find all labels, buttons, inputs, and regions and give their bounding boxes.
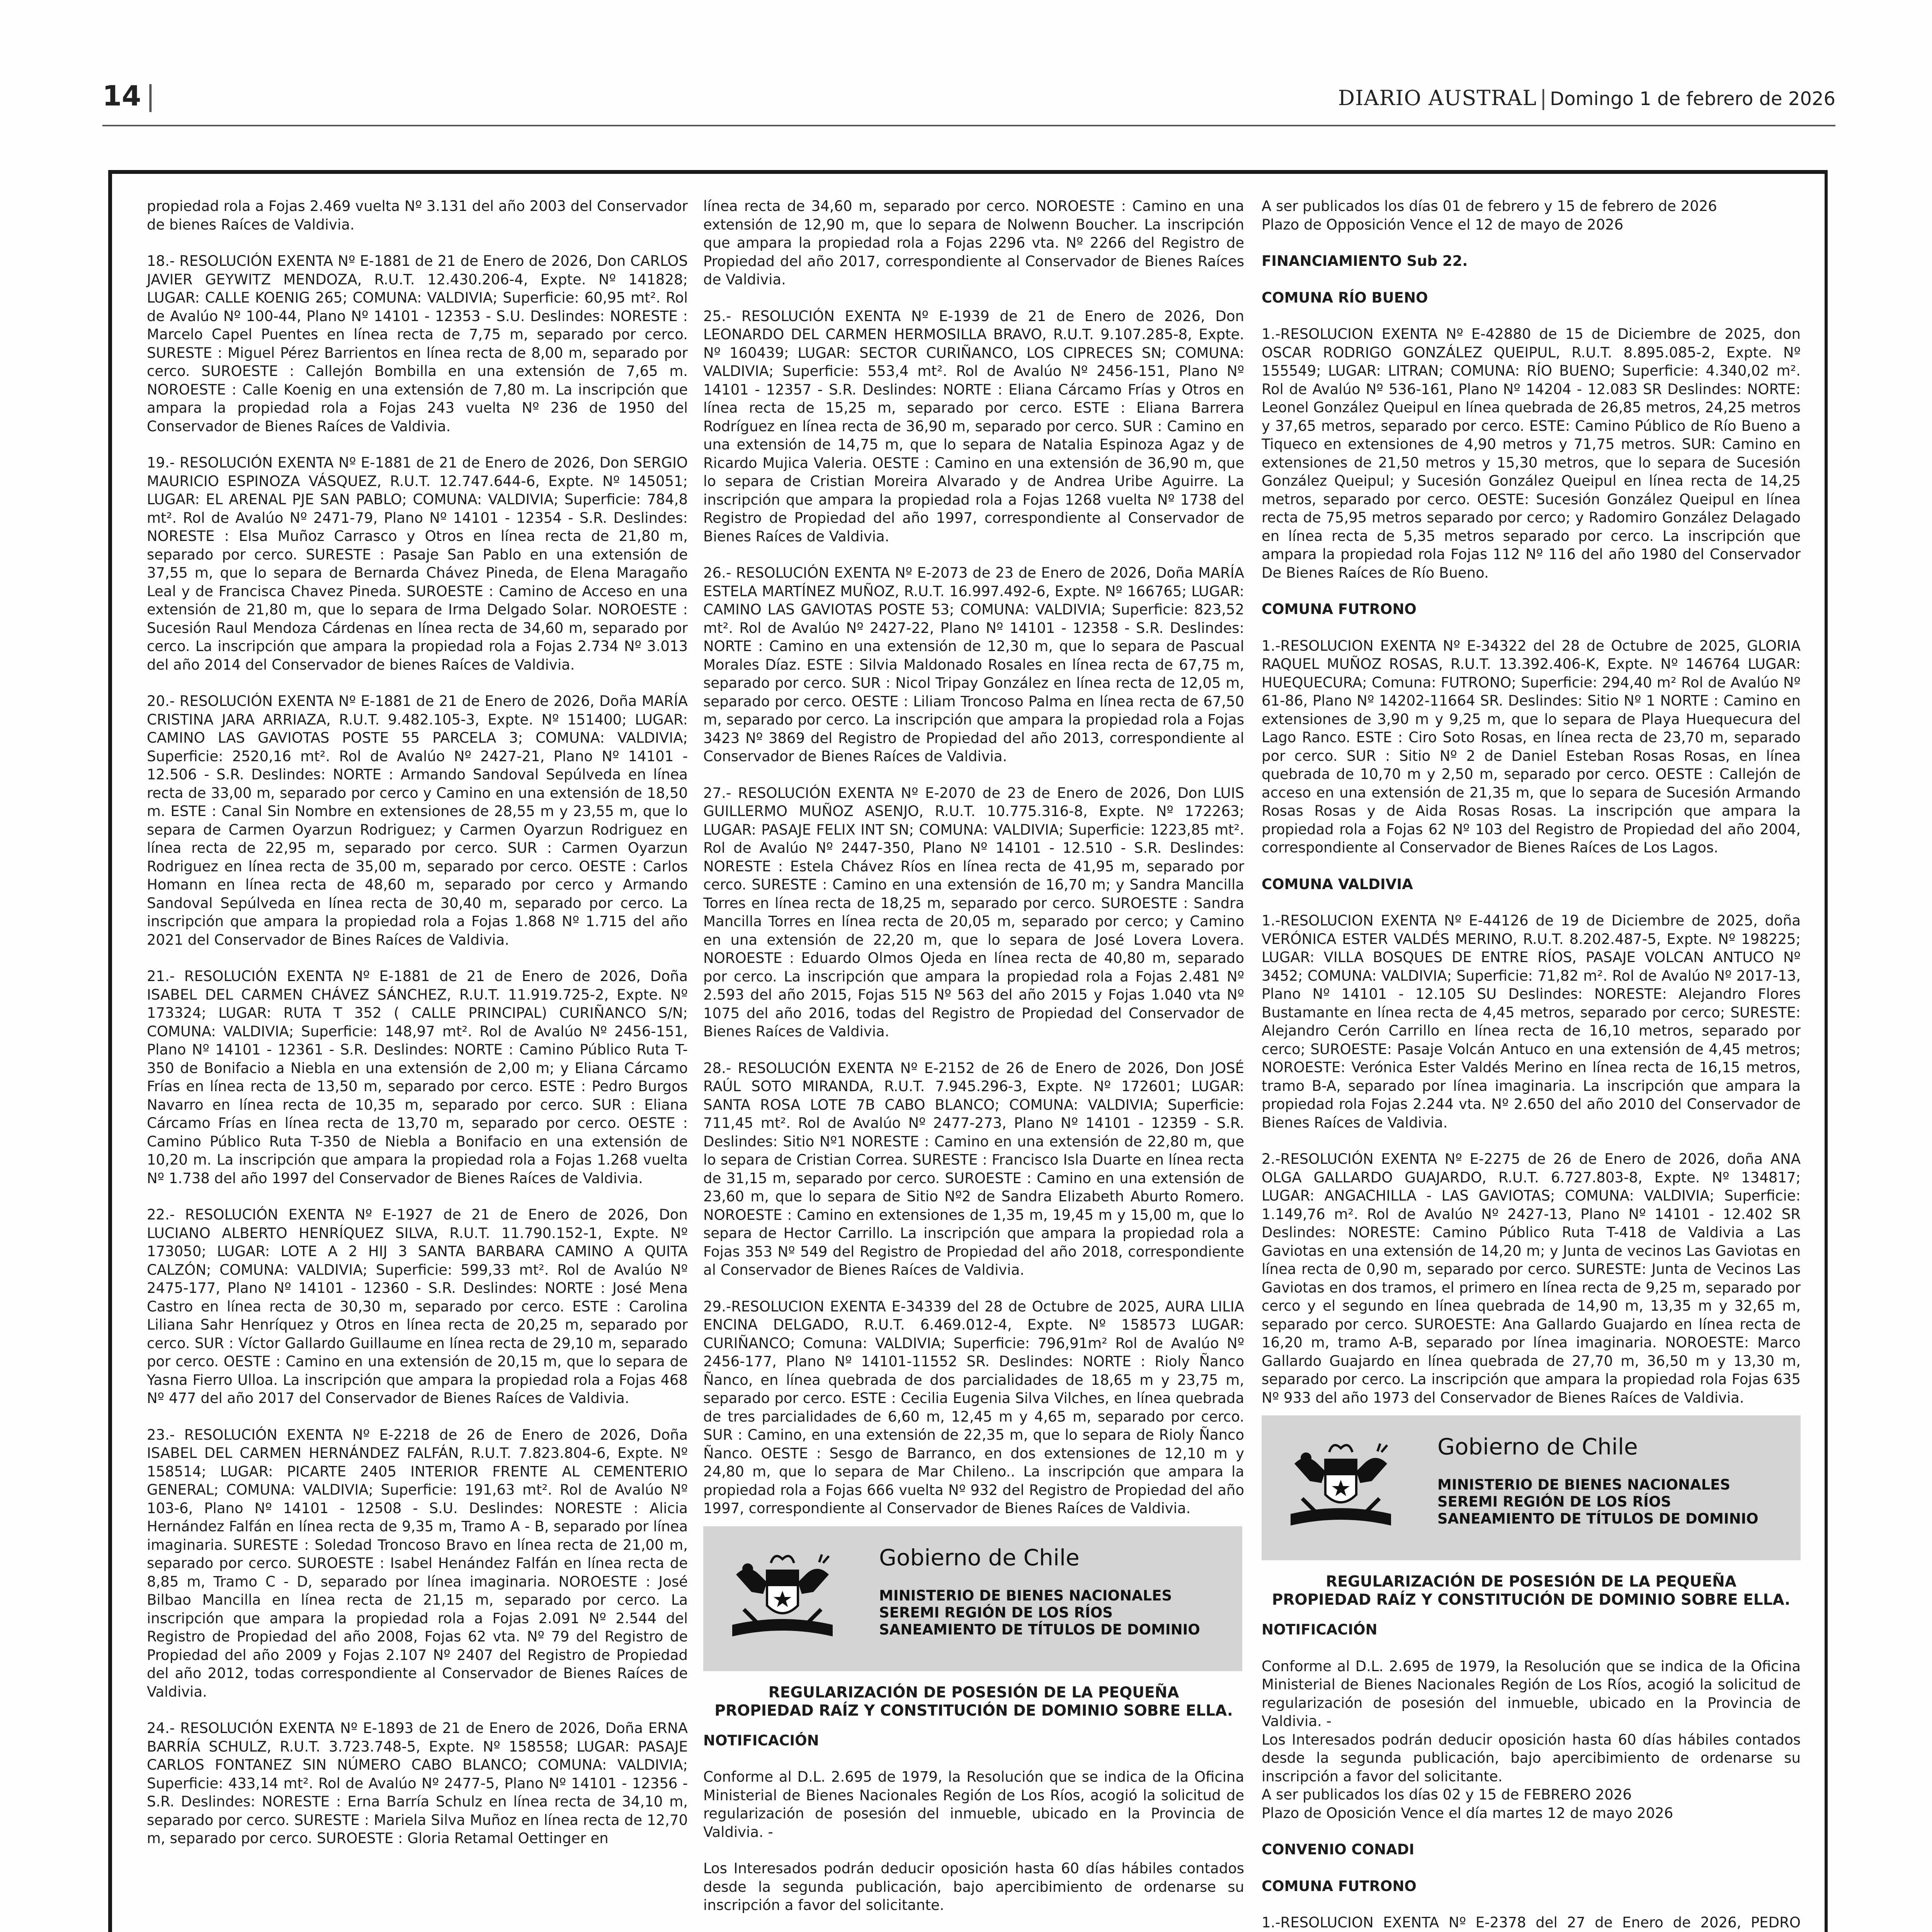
seremi-name: SEREMI REGIÓN DE LOS RÍOS	[1437, 1493, 1671, 1510]
government-banner	[703, 1526, 1242, 1671]
notice-paragraph: 22.- RESOLUCIÓN EXENTA Nº E-1927 de 21 de Enero de 2026, Don LUCIANO ALBERTO HENRÍQUEZ SILVA, R.U.T. 11.790.152-1, Expte. Nº 173050; LUGAR: LOTE A 2 HIJ 3 SANTA BARBARA CAMINO A QUITA CALZÓN; COMUNA: VALDIVIA; Superficie: 599,33 mt². Rol de Avalúo Nº 2475-177, Plano Nº 14101 - 12360 - S.R. Deslindes: NORTE : José Mena Castro en línea recta de 30,30 m, separado por cerco. ESTE : Carolina Liliana Sahr Henríquez y Otros en línea recta de 20,25 m, separado por cerco. SUR : Víctor Gallardo Guillaume en línea recta de 29,10 m, separado por cerco. OESTE : Camino en una extensión de 20,15 m, que lo separa de Yasna Fierro Ulloa. La inscripción que ampara la propiedad rola a Fojas 468 Nº 477 del año 2017 del Conservador de Bienes Raíces de Valdivia.	[147, 1206, 688, 1406]
comuna-heading: COMUNA FUTRONO	[1262, 601, 1417, 617]
ministry-name: MINISTERIO DE BIENES NACIONALES	[879, 1587, 1172, 1604]
notice-paragraph: 20.- RESOLUCIÓN EXENTA Nº E-1881 de 21 de Enero de 2026, Doña MARÍA CRISTINA JARA ARRIAZA, R.U.T. 9.482.105-3, Expte. Nº 151400; LUGAR: CAMINO LAS GAVIOTAS POSTE 55 PARCELA 3; COMUNA: VALDIVIA; Superficie: 2520,16 mt². Rol de Avalúo Nº 2427-21, Plano Nº 14101 - 12.506 - S.R. Deslindes: NORTE : Armando Sandoval Sepúlveda en línea recta de 33,00 m, separado por cerco y Camino en una extensión de 18,50 m. ESTE : Canal Sin Nombre en extensiones de 28,55 m y 23,55 m, que lo separa de Carmen Oyarzun Rodriguez; y Carmen Oyarzun Rodriguez en línea recta de 22,95 m, separado por cerco. SUR : Carmen Oyarzun Rodriguez en línea recta de 35,00 m, separado por cerco. OESTE : Carlos Homann en línea recta de 48,60 m, separado por cerco y Armando Sandoval Sepúlveda en línea recta de 30,40 m, separado por cerco. La inscripción que ampara la propiedad rola a Fojas 1.868 Nº 1.715 del año 2021 del Conservador de Bines Raíces de Valdivia.	[147, 693, 688, 948]
ministry-name: MINISTERIO DE BIENES NACIONALES	[1437, 1476, 1731, 1493]
notice-paragraph: 26.- RESOLUCIÓN EXENTA Nº E-2073 de 23 de Enero de 2026, Doña MARÍA ESTELA MARTÍNEZ MUÑOZ, R.U.T. 16.997.492-6, Expte. Nº 166765; LUGAR: CAMINO LAS GAVIOTAS POSTE 53; COMUNA: VALDIVIA; Superficie: 823,52 mt². Rol de Avalúo Nº 2427-22, Plano Nº 14101 - 12358 - S.R. Deslindes: NORTE : Camino en una extensión de 12,30 m, que lo separa de Pascual Morales Díaz. ESTE : Silvia Maldonado Rosales en línea recta de 67,75 m, separado por cerco. SUR : Nicol Tripay González en línea recta de 12,05 m, separado por cerco. OESTE : Liliam Troncoso Palma en línea recta de 67,50 m, separado por cerco. La inscripción que ampara la propiedad rola a Fojas 3423 Nº 3869 del Registro de Propiedad del año 2013, correspondiente al Conservador de Bienes Raíces de Valdivia.	[703, 565, 1244, 765]
notice-paragraph: 1.-RESOLUCION EXENTA Nº E-42880 de 15 de Diciembre de 2025, don OSCAR RODRIGO GONZÁLEZ QUEIPUL, R.U.T. 8.895.085-2, Expte. Nº 155549; LUGAR: LITRAN; COMUNA: RÍO BUENO; Superficie: 4.340,02 m². Rol de Avalúo Nº 536-161, Plano Nº 14204 - 12.083 SR Deslindes: NORTE: Leonel González Queipul en línea quebrada de 26,85 metros, 24,25 metros y 37,65 metros, separado por cerco. ESTE: Camino Público de Río Bueno a Tiqueco en extensiones de 4,90 metros y 71,75 metros. SUR: Camino en extensiones de 21,50 metros y 15,30 metros, que lo separa de Sucesión González Queipul; y Sucesión González Queipul en línea recta de 14,25 metros, separado por cerco. OESTE: Sucesión González Queipul en línea recta de 75,95 metros separado por cerco; y Radomiro González Delagado en línea recta de 5,35 metros separado por cerco. La inscripción que ampara la propiedad rola Fojas 112 Nº 116 del año 1980 del Conservador De Bienes Raíces de Río Bueno.	[1262, 326, 1801, 581]
notice-paragraph: 28.- RESOLUCIÓN EXENTA Nº E-2152 de 26 de Enero de 2026, Don JOSÉ RAÚL SOTO MIRANDA, R.U.T. 7.945.296-3, Expte. Nº 172601; LUGAR: SANTA ROSA LOTE 7B CABO BLANCO; COMUNA: VALDIVIA; Superficie: 711,45 mt². Rol de Avalúo Nº 2477-273, Plano Nº 14101 - 12359 - S.R. Deslindes: Sitio Nº1 NORESTE : Camino en una extensión de 22,80 m, que lo separa de Cristian Correa. SURESTE : Francisco Isla Duarte en línea recta de 31,15 m, separado por cerco. SUROESTE : Camino en una extensión de 23,60 m, que lo separa de Sitio Nº2 de Sandra Elizabeth Aburto Romero. NOROESTE : Camino en extensiones de 1,35 m, 19,45 m y 15,00 m, que lo separa de Hector Carrillo. La inscripción que ampara la propiedad rola a Fojas 353 Nº 549 del Registro de Propiedad del año 2018, correspondiente al Conservador de Bienes Raíces de Valdivia.	[703, 1060, 1244, 1278]
notice-paragraph: línea recta de 34,60 m, separado por cerco. NOROESTE : Camino en una extensión de 12,90 m, que lo separa de Nolwenn Boucher. La inscripción que ampara la propiedad rola a Fojas 2296 vta. Nº 2266 del Registro de Propiedad del año 2017, correspondiente al Conservador de Bienes Raíces de Valdivia.	[703, 198, 1244, 288]
notice-paragraph: 1.-RESOLUCION EXENTA Nº E-34322 del 28 de Octubre de 2025, GLORIA RAQUEL MUÑOZ ROSAS, R.U.T. 13.392.406-K, Expte. Nº 146764 LUGAR: HUEQUECURA; Comuna: FUTRONO; Superficie: 294,40 m² Rol de Avalúo Nº 61-86, Plano Nº 14202-11664 SR. Deslindes: Sitio Nº 1 NORTE : Camino en extensiones de 3,90 m y 9,25 m, que lo separa de Playa Huequecura del Lago Ranco. ESTE : Ciro Soto Rosas, en línea recta de 23,70 m, separado por cerco. SUR : Sitio Nº 2 de Daniel Esteban Rosas Rosas, en línea quebrada de 10,70 m y 2,50 m, separado por cerco. OESTE : Callejón de acceso en una extensión de 21,35 m, que lo separa de Sucesión Armando Rosas Rosas y de Aida Rosas Rosas. La inscripción que ampara la propiedad rola a Fojas 62 Nº 103 del Registro de Propiedad del año 2004, correspondiente al Conservador de Bienes Raíces de Los Lagos.	[1262, 637, 1801, 856]
seremi-name: SEREMI REGIÓN DE LOS RÍOS	[879, 1604, 1113, 1621]
government-banner	[1262, 1415, 1801, 1560]
ministry-lines	[1437, 1476, 1759, 1527]
opposition-deadline: Plazo de Opposición Vence el 12 de mayo de 2026	[1262, 216, 1624, 233]
heading-line: PROPIEDAD RAÍZ Y CONSTITUCIÓN DE DOMINIO SOBRE ELLA.	[1272, 1591, 1791, 1609]
column-1	[147, 197, 688, 1848]
notice-paragraph: 1.-RESOLUCION EXENTA Nº E-2378 del 27 de Enero de 2026, PEDRO	[1262, 1914, 1801, 1931]
notice-paragraph: 24.- RESOLUCIÓN EXENTA Nº E-1893 de 21 de Enero de 2026, Doña ERNA BARRÍA SCHULZ, R.U.T. 3.723.748-5, Expte. Nº 158558; LUGAR: PASAJE CARLOS FONTANEZ SIN NÚMERO CABO BLANCO; COMUNA: VALDIVIA; Superficie: 433,14 mt². Rol de Avalúo Nº 2477-5, Plano Nº 14101 - 12356 - S.R. Deslindes: NORESTE : Erna Barría Schulz en línea recta de 34,10 m, separado por cerco. SURESTE : Mariela Silva Muñoz en línea recta de 12,70 m, separado por cerco. SUROESTE : Gloria Retamal Oettinger en	[147, 1720, 688, 1847]
page-number-separator: |	[146, 80, 155, 112]
financing-label: FINANCIAMIENTO Sub 22.	[1262, 253, 1468, 269]
ministry-lines	[879, 1587, 1200, 1638]
opposition-text: Los Interesados podrán deducir oposición hasta 60 días hábiles contados desde la segunda publicación, bajo apercibimiento de ordenarse su inscripción a favor del solicitante.	[703, 1860, 1244, 1913]
notification-body: Conforme al D.L. 2.695 de 1979, la Resolución que se indica de la Oficina Ministerial de Bienes Nacionales Región de Los Ríos, acogió la solicitud de regularización de posesión del inmueble, ubicado en la Provincia de Valdivia. -	[1262, 1658, 1801, 1730]
issue-date: Domingo 1 de febrero de 2026	[1550, 88, 1835, 110]
page-header	[102, 77, 1835, 116]
notice-paragraph: 18.- RESOLUCIÓN EXENTA Nº E-1881 de 21 de Enero de 2026, Don CARLOS JAVIER GEYWITZ MENDOZA, R.U.T. 12.430.206-4, Expte. Nº 141828; LUGAR: CALLE KOENIG 265; COMUNA: VALDIVIA; Superficie: 60,95 mt². Rol de Avalúo Nº 100-44, Plano Nº 14101 - 12353 - S.U. Deslindes: NORESTE : Marcelo Capel Puentes en línea recta de 7,75 m, separado por cerco. SURESTE : Miguel Pérez Barrientos en línea recta de 8,00 m, separado por cerco. SUROESTE : Callejón Bombilla en una extensión de 7,65 m. NOROESTE : Calle Koenig en una extensión de 7,80 m. La inscripción que ampara la propiedad rola a Fojas 243 vuelta Nº 236 de 1950 del Conservador de Bienes Raíces de Valdivia.	[147, 253, 688, 435]
convenio-label: CONVENIO CONADI	[1262, 1841, 1415, 1858]
page-number	[102, 80, 155, 111]
column-2	[703, 197, 1244, 1915]
page-number-value: 14	[102, 80, 141, 112]
publication-dates: A ser publicados los días 02 y 15 de FEBRERO 2026	[1262, 1786, 1632, 1803]
header-rule	[102, 125, 1835, 126]
notice-paragraph: 1.-RESOLUCION EXENTA Nº E-44126 de 19 de Diciembre de 2025, doña VERÓNICA ESTER VALDÉS MERINO, R.U.T. 8.202.487-5, Expte. Nº 198225; LUGAR: VILLA BOSQUES DE ENTRE RÍOS, PASAJE VOLCAN ANTUCO Nº 3452; COMUNA: VALDIVIA; Superficie: 71,82 m². Rol de Avalúo Nº 2017-13, Plano Nº 14101 - 12.105 SU Deslindes: NORESTE: Alejandro Flores Bustamante en línea recta de 4,45 metros, separado por cerco; SURESTE: Alejandro Cerón Carrillo en línea recta de 16,10 metros, separado por cerco; SUROESTE: Pasaje Volcán Antuco en una extensión de 4,45 metros; NOROESTE: Verónica Ester Valdés Merino en línea recta de 16,15 metros, tramo B-A, separado por línea imaginaria. La inscripción que ampara la propiedad rola Fojas 2.244 vta. Nº 2.650 del año 2010 del Conservador de Bienes Raíces de Valdivia.	[1262, 912, 1801, 1131]
newspaper-name: DIARIO AUSTRAL	[1338, 86, 1537, 110]
heading-line: REGULARIZACIÓN DE POSESIÓN DE LA PEQUEÑA	[1326, 1573, 1736, 1590]
notice-paragraph: 2.-RESOLUCIÓN EXENTA Nº E-2275 de 26 de Enero de 2026, doña ANA OLGA GALLARDO GUAJARDO, R.U.T. 6.727.803-8, Expte. Nº 134817; LUGAR: ANGACHILLA - LAS GAVIOTAS; COMUNA: VALDIVIA; Superficie: 1.149,76 m². Rol de Avalúo Nº 2427-13, Plano Nº 14101 - 12.402 SR Deslindes: NORESTE: Camino Público Ruta T-418 de Valdivia a Las Gaviotas en una extensión de 14,20 m; y Junta de vecinos Las Gaviotas en línea recta de 0,90 m, separado por cerco. SURESTE: Junta de Vecinos Las Gaviotas en dos tramos, el primero en línea recta de 9,25 m, separado por cerco y el segundo en línea quebrada de 14,90 m, 13,35 m y 32,65 m, separado por cerco. SUROESTE: Ana Gallardo Guajardo en línea recta de 16,20 m, tramo A-B, separado por línea imaginaria. NOROESTE: Marco Gallardo Guajardo en línea quebrada de 27,70 m, 36,50 m y 13,30 m, separado por cerco. La inscripción que ampara la propiedad rola Fojas 635 Nº 933 del año 1973 del Conservador de Bienes Raíces de Valdivia.	[1262, 1151, 1801, 1406]
masthead	[1338, 86, 1835, 111]
notice-paragraph: 29.-RESOLUCION EXENTA E-34339 del 28 de Octubre de 2025, AURA LILIA ENCINA DELGADO, R.U.T. 6.469.012-4, Expte. Nº 158573 LUGAR: CURIÑANCO; Comuna: VALDIVIA; Superficie: 796,91m² Rol de Avalúo Nº 2456-177, Plano Nº 14101-11552 SR. Deslindes: NORTE : Rioly Ñanco Ñanco, en línea quebrada de dos parcialidades de 18,65 m y 23,75 m, separado por cerco. ESTE : Cecilia Eugenia Silva Vilches, en línea quebrada de tres parcialidades de 6,60 m, 12,45 m y 4,65 m, separado por cerco. SUR : Camino, en una extensión de 22,35 m, que lo separa de Rioly Ñanco Ñanco. OESTE : Sesgo de Barranco, en dos extensiones de 12,10 m y 24,80 m, que lo separa de Mar Chileno.. La inscripción que ampara la propiedad rola a Fojas 666 vuelta Nº 932 del Registro de Propiedad del año 1997, correspondiente al Conservador de Bienes Raíces de Valdivia.	[703, 1298, 1244, 1517]
chile-coat-of-arms-icon	[703, 1526, 862, 1671]
opposition-text: Los Interesados podrán deducir oposición hasta 60 días hábiles contados desde la segunda publicación, bajo apercibimiento de ordenarse su inscripción a favor del solicitante.	[1262, 1731, 1801, 1785]
notice-paragraph: propiedad rola a Fojas 2.469 vuelta Nº 3.131 del año 2003 del Conservador de bienes Raíces de Valdivia.	[147, 198, 688, 233]
notice-paragraph: 23.- RESOLUCIÓN EXENTA Nº E-2218 de 26 de Enero de 2026, Doña ISABEL DEL CARMEN HERNÁNDEZ FALFÁN, R.U.T. 7.823.804-6, Expte. Nº 158514; LUGAR: PICARTE 2405 INTERIOR FRENTE AL CEMENTERIO GENERAL; COMUNA: VALDIVIA; Superficie: 191,63 mt². Rol de Avalúo Nº 103-6, Plano Nº 14101 - 12508 - S.U. Deslindes: NORESTE : Alicia Hernández Falfán en línea recta de 9,35 m, Tramo A - B, separado por línea imaginaria. SURESTE : Soledad Troncoso Bravo en línea recta de 21,00 m, separado por cerco. SUROESTE : Isabel Henández Falfán en línea recta de 8,85 m, Tramo C - D, separado por línea imaginaria. NOROESTE : José Bilbao Mancilla en línea recta de 21,15 m, separado por cerco. La inscripción que ampara la propiedad rola a Fojas 2.091 Nº 2.544 del Registro de Propiedad del año 2008, Fojas 62 vta. Nº 79 del Registro de Propiedad del año 2009 y Fojas 2.107 Nº 2407 del Registro de Propiedad del año 2012, todas correspondiente al Conservador de Bienes Raíces de Valdivia.	[147, 1426, 688, 1700]
notice-paragraph: 25.- RESOLUCIÓN EXENTA Nº E-1939 de 21 de Enero de 2026, Don LEONARDO DEL CARMEN HERMOSILLA BRAVO, R.U.T. 9.107.285-8, Expte. Nº 160439; LUGAR: SECTOR CURIÑANCO, LOS CIPRECES SN; COMUNA: VALDIVIA; Superficie: 553,4 mt². Rol de Avalúo Nº 2456-151, Plano Nº 14101 - 12357 - S.R. Deslindes: NORTE : Eliana Cárcamo Frías y Otros en línea recta de 15,25 m, separado por cerco. ESTE : Eliana Barrera Rodríguez en línea recta de 36,90 m, separado por cerco. SUR : Camino en una extensión de 14,75 m, que lo separa de Natalia Espinoza Agaz y de Ricardo Mujica Valeria. OESTE : Camino en una extensión de 36,90 m, que lo separa de Cristian Moreira Alvarado y de Andrea Uribe Aguirre. La inscripción que ampara la propiedad rola a Fojas 1268 vuelta Nº 1738 del Registro de Propiedad del año 1997, correspondiente al Conservador de Bienes Raíces de Valdivia.	[703, 308, 1244, 545]
publication-dates: A ser publicados los días 01 de febrero y 15 de febrero de 2026	[1262, 198, 1717, 214]
program-name: SANEAMIENTO DE TÍTULOS DE DOMINIO	[1437, 1510, 1759, 1527]
notification-body: Conforme al D.L. 2.695 de 1979, la Resolución que se indica de la Oficina Ministerial de Bienes Nacionales Región de Los Ríos, acogió la solicitud de regularización de posesión del inmueble, ubicado en la Provincia de Valdivia. -	[703, 1769, 1244, 1840]
notification-label: NOTIFICACIÓN	[1262, 1621, 1378, 1638]
program-name: SANEAMIENTO DE TÍTULOS DE DOMINIO	[879, 1621, 1200, 1638]
notification-label: NOTIFICACIÓN	[703, 1732, 819, 1749]
government-title: Gobierno de Chile	[879, 1544, 1080, 1571]
comuna-heading: COMUNA FUTRONO	[1262, 1878, 1417, 1895]
chile-coat-of-arms-icon	[1262, 1415, 1420, 1560]
column-3	[1262, 197, 1801, 1932]
notice-paragraph: 21.- RESOLUCIÓN EXENTA Nº E-1881 de 21 de Enero de 2026, Doña ISABEL DEL CARMEN CHÁVEZ SÁNCHEZ, R.U.T. 11.919.725-2, Expte. Nº 173324; LUGAR: RUTA T 352 ( CALLE PRINCIPAL) CURIÑANCO S/N; COMUNA: VALDIVIA; Superficie: 148,97 mt². Rol de Avalúo Nº 2456-151, Plano Nº 14101 - 12361 - S.R. Deslindes: NORTE : Camino Público Ruta T-350 de Bonifacio a Niebla en una extensión de 2,00 m; y Eliana Cárcamo Frías en línea recta de 13,50 m, separado por cerco. ESTE : Pedro Burgos Navarro en línea recta de 10,35 m, separado por cerco. SUR : Eliana Cárcamo Frías en línea recta de 13,70 m, separado por cerco. OESTE : Camino Público Ruta T-350 de Niebla a Bonifacio en una extensión de 10,20 m. La inscripción que ampara la propiedad rola a Fojas 1.268 vuelta Nº 1.738 del año 1997 del Conservador de Bienes Raíces de Valdivia.	[147, 968, 688, 1187]
heading-line: REGULARIZACIÓN DE POSESIÓN DE LA PEQUEÑA	[768, 1684, 1179, 1701]
masthead-separator: |	[1539, 86, 1547, 110]
comuna-heading: COMUNA VALDIVIA	[1262, 876, 1413, 893]
government-title: Gobierno de Chile	[1437, 1434, 1638, 1460]
opposition-deadline: Plazo de Oposición Vence el día martes 12 de mayo 2026	[1262, 1804, 1673, 1821]
notice-paragraph: 27.- RESOLUCIÓN EXENTA Nº E-2070 de 23 de Enero de 2026, Don LUIS GUILLERMO MUÑOZ ASENJO, R.U.T. 10.775.316-8, Expte. Nº 172263; LUGAR: PASAJE FELIX INT SN; COMUNA: VALDIVIA; Superficie: 1223,85 mt². Rol de Avalúo Nº 2447-350, Plano Nº 14101 - 12.510 - S.R. Deslindes: NORESTE : Estela Chávez Ríos en línea recta de 41,95 m, separado por cerco. SURESTE : Camino en una extensión de 16,70 m; y Sandra Mancilla Torres en línea recta de 18,25 m, separado por cerco. SUROESTE : Sandra Mancilla Torres en línea recta de 20,05 m, separado por cerco; y Camino en una extensión de 22,20 m, que lo separa de José Lovera Lovera. NOROESTE : Eduardo Olmos Ojeda en línea recta de 40,80 m, separado por cerco. La inscripción que ampara la propiedad rola a Fojas 2.481 Nº 2.593 del año 2015, Fojas 515 Nº 563 del año 2015 y Fojas 1.040 vta Nº 1075 del año 2016, todas del Registro de Propiedad del Conservador de Bienes Raíces de Valdivia.	[703, 784, 1244, 1040]
regularization-heading	[1262, 1573, 1801, 1609]
heading-line: PROPIEDAD RAÍZ Y CONSTITUCIÓN DE DOMINIO SOBRE ELLA.	[714, 1702, 1233, 1719]
notice-paragraph: 19.- RESOLUCIÓN EXENTA Nº E-1881 de 21 de Enero de 2026, Don SERGIO MAURICIO ESPINOZA VÁSQUEZ, R.U.T. 12.747.644-6, Expte. Nº 145051; LUGAR: EL ARENAL PJE SAN PABLO; COMUNA: VALDIVIA; Superficie: 784,8 mt². Rol de Avalúo Nº 2471-79, Plano Nº 14101 - 12354 - S.R. Deslindes: NORESTE : Elsa Muñoz Carrasco y Otros en línea recta de 21,80 m, separado por cerco. SURESTE : Pasaje San Pablo en una extensión de 37,55 m, que lo separa de Bernarda Chávez Pineda, de Elena Maragaño Leal y de Francisca Chavez Pineda. SUROESTE : Camino de Acceso en una extensión de 21,80 m, que lo separa de Irma Delgado Solar. NOROESTE : Sucesión Raul Mendoza Cárdenas en línea recta de 34,60 m, separado por cerco. La inscripción que ampara la propiedad rola a Fojas 2.734 Nº 3.013 del año 2014 del Conservador de bienes Raíces de Valdivia.	[147, 454, 688, 673]
comuna-heading: COMUNA RÍO BUENO	[1262, 289, 1428, 306]
regularization-heading	[703, 1684, 1244, 1720]
